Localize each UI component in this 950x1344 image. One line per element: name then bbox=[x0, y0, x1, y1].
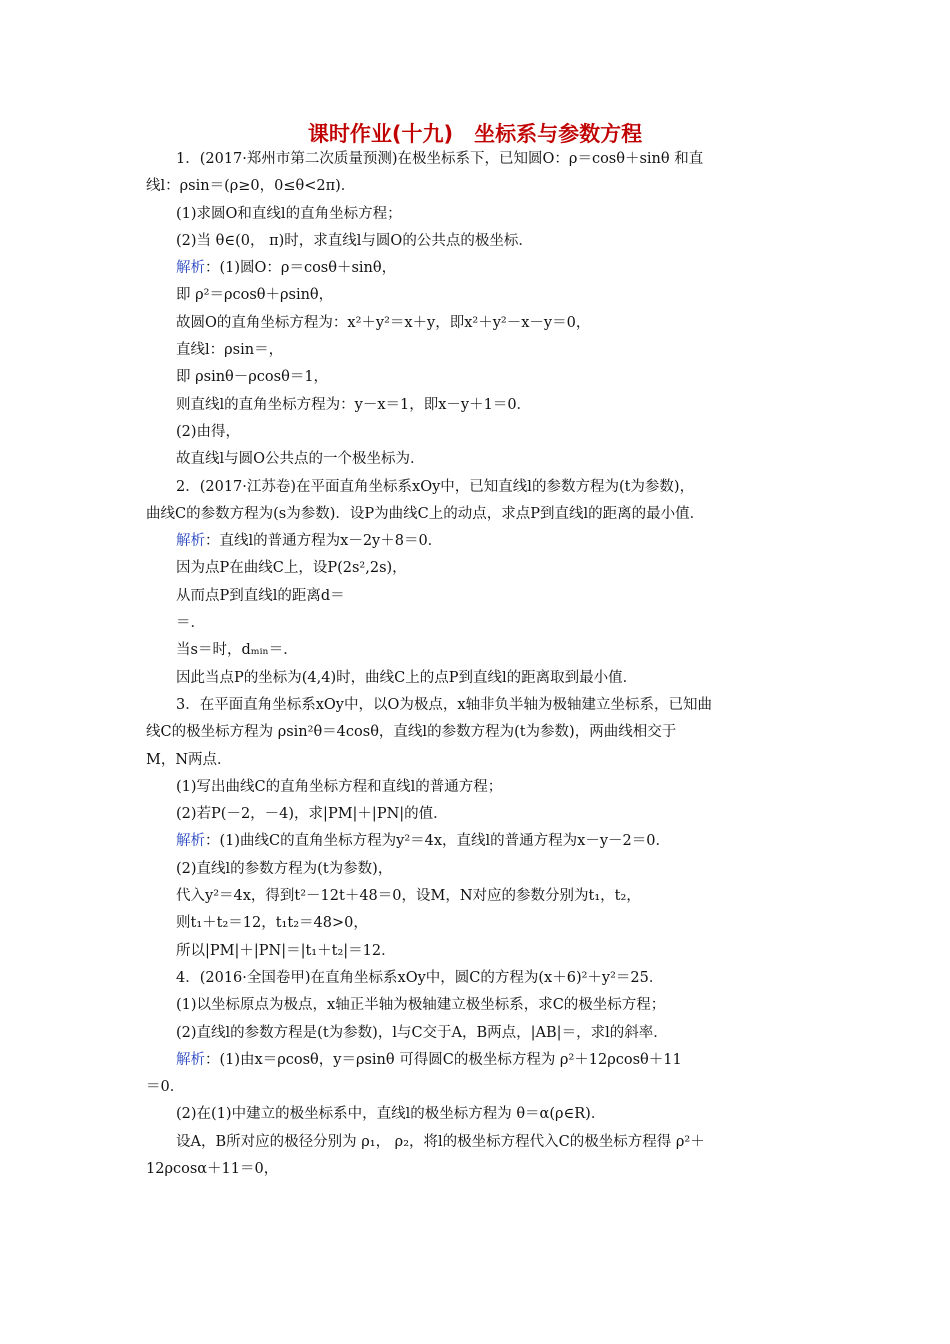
text-line bbox=[146, 1020, 806, 1047]
line-text: 即 ρsinθ－ρcosθ＝1， bbox=[176, 369, 329, 386]
line-text: 故圆O的直角坐标方程为：x²＋y²＝x＋y，即x²＋y²－x－y＝0， bbox=[176, 314, 591, 331]
line-text: M，N两点． bbox=[146, 751, 232, 768]
text-line bbox=[146, 992, 806, 1019]
line-text: (2)当 θ∈(0， π)时，求直线l与圆O的公共点的极坐标． bbox=[176, 232, 533, 249]
text-line bbox=[146, 692, 806, 719]
document-body bbox=[146, 146, 806, 1183]
line-text: 设A，B所对应的极径分别为 ρ₁， ρ₂，将l的极坐标方程代入C的极坐标方程得 ρ²＋ bbox=[176, 1133, 705, 1150]
text-line bbox=[146, 610, 806, 637]
text-line bbox=[146, 282, 806, 309]
line-text: 曲线C的参数方程为(s为参数)．设P为曲线C上的动点，求点P到直线l的距离的最小值． bbox=[146, 505, 705, 522]
line-text: ：(1)由x＝ρcosθ，y＝ρsinθ 可得圆C的极坐标方程为 ρ²＋12ρcosθ＋11 bbox=[205, 1051, 682, 1068]
text-line bbox=[146, 774, 806, 801]
line-text: 直线l：ρsin＝， bbox=[176, 342, 284, 359]
text-line bbox=[146, 364, 806, 391]
text-line bbox=[146, 173, 806, 200]
text-line bbox=[146, 1047, 806, 1074]
line-text: (2)若P(－2，－4)，求|PM|＋|PN|的值． bbox=[176, 806, 448, 823]
line-text: 当s＝时，dₘᵢₙ＝． bbox=[176, 642, 298, 659]
text-line bbox=[146, 719, 806, 746]
text-line bbox=[146, 146, 806, 173]
text-line bbox=[146, 665, 806, 692]
text-line bbox=[146, 856, 806, 883]
text-line bbox=[146, 501, 806, 528]
solution-label: 解析 bbox=[176, 1051, 205, 1068]
text-line bbox=[146, 446, 806, 473]
line-text: ＝． bbox=[176, 615, 205, 632]
line-text: 所以|PM|＋|PN|＝|t₁＋t₂|＝12． bbox=[176, 942, 396, 959]
text-line bbox=[146, 938, 806, 965]
line-text: 4．(2016·全国卷甲)在直角坐标系xOy中，圆C的方程为(x＋6)²＋y²＝25． bbox=[176, 969, 664, 986]
line-text: 线C的极坐标方程为 ρsin²θ＝4cosθ，直线l的参数方程为(t为参数)，两曲线相交于 bbox=[146, 724, 677, 741]
line-text: 3．在平面直角坐标系xOy中，以O为极点，x轴非负半轴为极轴建立坐标系，已知曲 bbox=[176, 696, 713, 713]
text-line bbox=[146, 1156, 806, 1183]
text-line bbox=[146, 637, 806, 664]
line-text: ＝0． bbox=[146, 1079, 185, 1096]
line-text: ：直线l的普通方程为x－2y＋8＝0． bbox=[205, 533, 443, 550]
text-line bbox=[146, 310, 806, 337]
line-text: (1)以坐标原点为极点，x轴正半轴为极轴建立极坐标系，求C的极坐标方程； bbox=[176, 997, 666, 1014]
line-text: 因此当点P的坐标为(4,4)时，曲线C上的点P到直线l的距离取到最小值． bbox=[176, 669, 638, 686]
text-line bbox=[146, 255, 806, 282]
line-text: 2．(2017·江苏卷)在平面直角坐标系xOy中，已知直线l的参数方程为(t为参数)， bbox=[176, 478, 695, 495]
line-text: 代入y²＝4x，得到t²－12t＋48＝0，设M，N对应的参数分别为t₁，t₂， bbox=[176, 888, 641, 905]
text-line bbox=[146, 419, 806, 446]
solution-label: 解析 bbox=[176, 260, 205, 277]
line-text: 因为点P在曲线C上，设P(2s²,2s)， bbox=[176, 560, 407, 577]
line-text: 1．(2017·郑州市第二次质量预测)在极坐标系下，已知圆O：ρ＝cosθ＋sinθ 和直 bbox=[176, 151, 704, 167]
line-text: 则t₁＋t₂＝12，t₁t₂＝48>0， bbox=[176, 915, 368, 932]
text-line bbox=[146, 828, 806, 855]
text-line bbox=[146, 1074, 806, 1101]
line-text: (2)直线l的参数方程是(t为参数)，l与C交于A，B两点，|AB|＝，求l的斜率． bbox=[176, 1024, 668, 1041]
text-line bbox=[146, 201, 806, 228]
text-line bbox=[146, 228, 806, 255]
solution-label: 解析 bbox=[176, 833, 205, 850]
line-text: (2)在(1)中建立的极坐标系中，直线l的极坐标方程为 θ＝α(ρ∈R)． bbox=[176, 1106, 606, 1123]
text-line bbox=[146, 910, 806, 937]
line-text: 12ρcosα＋11＝0， bbox=[146, 1160, 279, 1177]
line-text: ：(1)曲线C的直角坐标方程为y²＝4x，直线l的普通方程为x－y－2＝0． bbox=[205, 833, 670, 850]
text-line bbox=[146, 474, 806, 501]
text-line bbox=[146, 392, 806, 419]
text-line bbox=[146, 965, 806, 992]
text-line bbox=[146, 583, 806, 610]
text-line bbox=[146, 883, 806, 910]
line-text: ：(1)圆O：ρ＝cosθ＋sinθ， bbox=[205, 260, 397, 277]
line-text: 则直线l的直角坐标方程为：y－x＝1，即x－y＋1＝0． bbox=[176, 396, 532, 413]
text-line bbox=[146, 337, 806, 364]
line-text: 即 ρ²＝ρcosθ＋ρsinθ， bbox=[176, 287, 334, 304]
line-text: (1)求圆O和直线l的直角坐标方程； bbox=[176, 205, 402, 222]
page-title: 课时作业(十九) 坐标系与参数方程 bbox=[307, 122, 643, 146]
text-line bbox=[146, 801, 806, 828]
text-line bbox=[146, 528, 806, 555]
line-text: (2)由得， bbox=[176, 423, 241, 440]
text-line bbox=[146, 747, 806, 774]
line-text: 线l：ρsin＝(ρ≥0，0≤θ<2π)． bbox=[146, 178, 356, 195]
solution-label: 解析 bbox=[176, 533, 205, 550]
text-line bbox=[146, 555, 806, 582]
line-text: (1)写出曲线C的直角坐标方程和直线l的普通方程； bbox=[176, 778, 503, 795]
text-line bbox=[146, 1101, 806, 1128]
line-text: 故直线l与圆O公共点的一个极坐标为． bbox=[176, 451, 425, 468]
line-text: (2)直线l的参数方程为(t为参数)， bbox=[176, 860, 393, 877]
text-line bbox=[146, 1129, 806, 1156]
line-text: 从而点P到直线l的距离d＝ bbox=[176, 587, 345, 604]
